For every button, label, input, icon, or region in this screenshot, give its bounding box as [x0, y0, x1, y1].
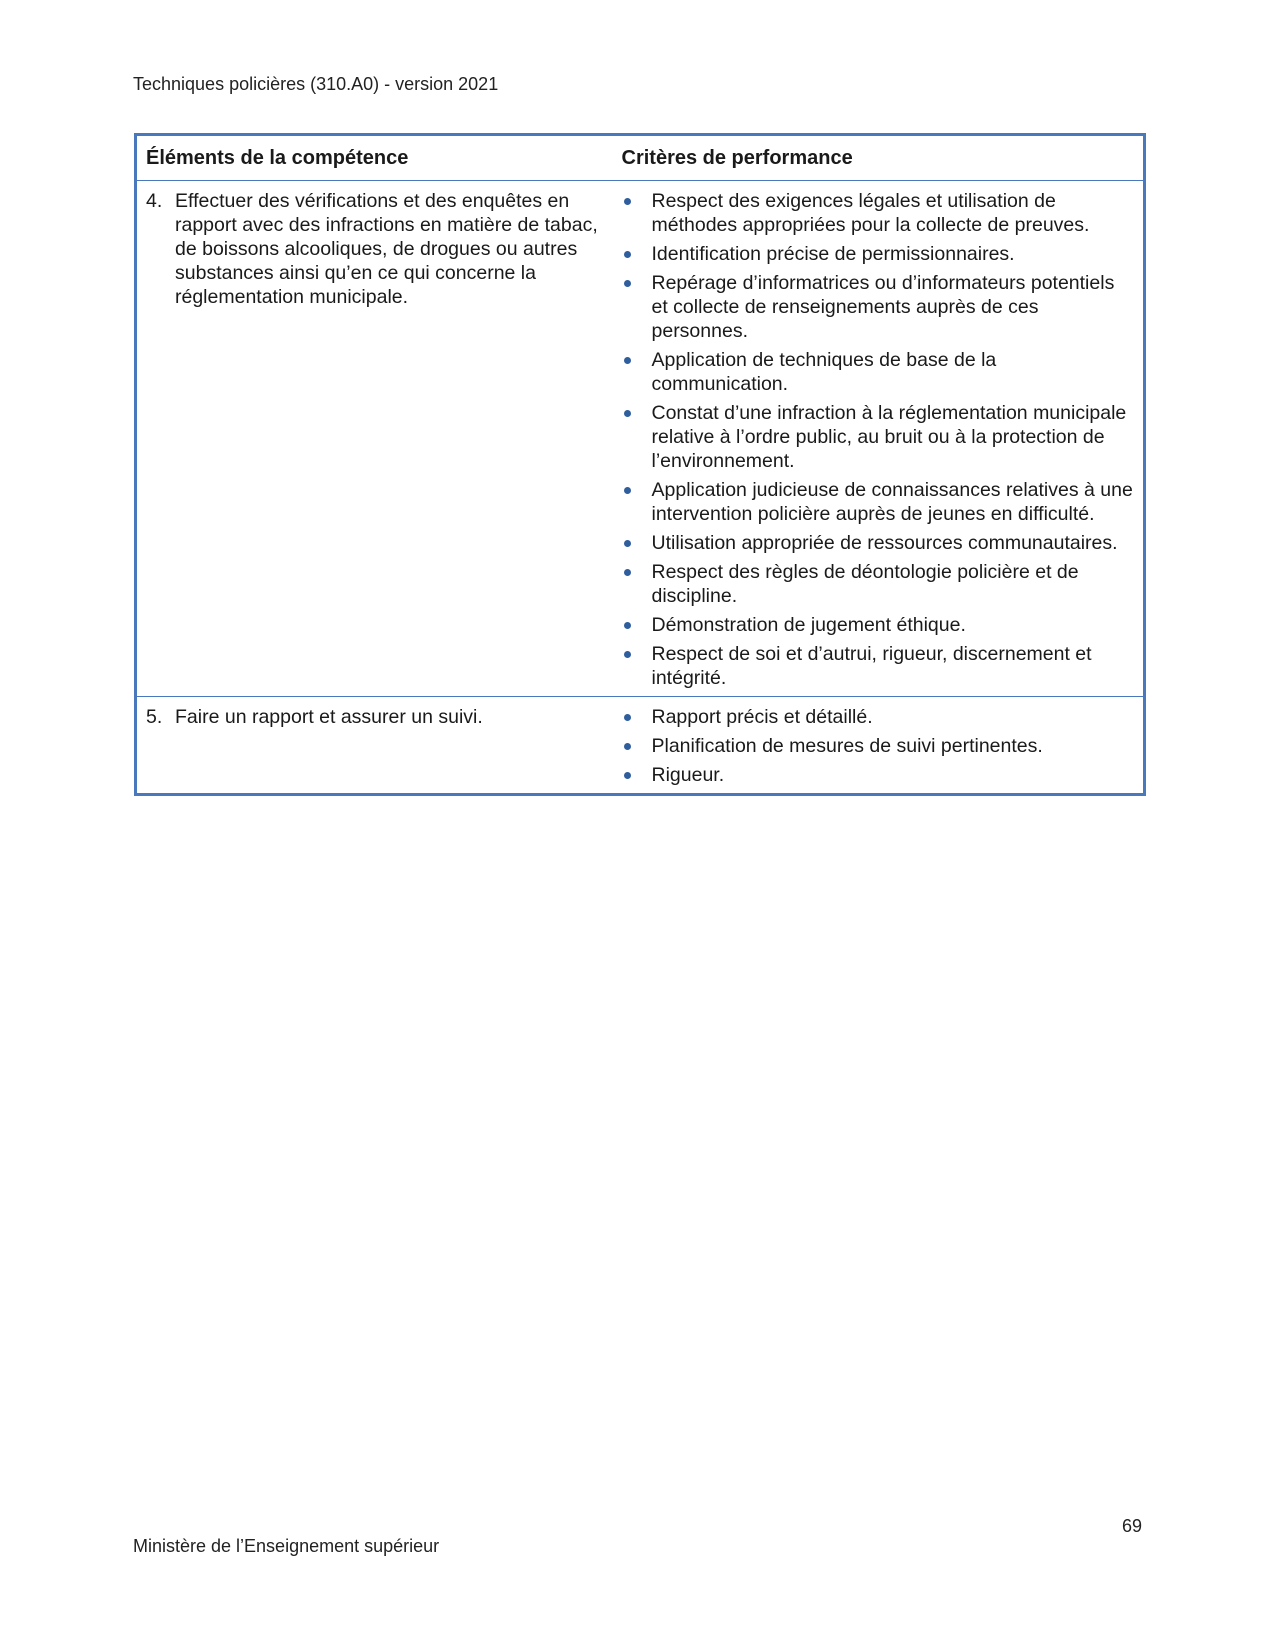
element-cell: [136, 181, 613, 697]
criteria-list: [622, 189, 1135, 690]
element-cell: [136, 697, 613, 795]
element-text: Faire un rapport et assurer un suivi.: [175, 706, 483, 728]
running-header: Techniques policières (310.A0) - version 2021: [133, 74, 499, 94]
criterion-text: Rigueur.: [651, 764, 725, 786]
list-item: [622, 560, 1135, 608]
list-item: [622, 401, 1135, 473]
criterion-text: Application judicieuse de connaissances relatives à une intervention policière auprès de jeunes en difficulté.: [651, 479, 1133, 525]
list-item: [622, 348, 1135, 396]
criterion-text: Planification de mesures de suivi pertinentes.: [651, 735, 1043, 757]
list-item: [622, 478, 1135, 526]
column-header-elements: Éléments de la compétence: [136, 135, 613, 181]
bullet-icon: [622, 560, 652, 608]
criterion-text: Rapport précis et détaillé.: [651, 706, 873, 728]
footer-ministry: Ministère de l’Enseignement supérieur: [133, 1536, 440, 1556]
criterion-text: Application de techniques de base de la communication.: [651, 349, 997, 395]
element-text: Effectuer des vérifications et des enquêtes en rapport avec des infractions en matière de tabac, de boissons alcooliques, de drogues ou autres substances ainsi qu’en ce qui concerne la réglementation municipale.: [175, 190, 598, 308]
criterion-text: Démonstration de jugement éthique.: [651, 614, 966, 636]
bullet-icon: [622, 401, 652, 473]
criterion-text: Respect des règles de déontologie policière et de discipline.: [651, 561, 1079, 607]
competency-table: [134, 133, 1146, 796]
bullet-icon: [622, 478, 652, 526]
list-item: [622, 734, 1135, 758]
column-header-criteria: Critères de performance: [613, 135, 1145, 181]
bullet-icon: [622, 271, 652, 343]
table-header-row: [136, 135, 1145, 181]
table-row: [136, 181, 1145, 697]
list-item: [622, 613, 1135, 637]
bullet-icon: [622, 705, 652, 729]
bullet-icon: [622, 734, 652, 758]
bullet-icon: [622, 348, 652, 396]
bullet-icon: [622, 531, 652, 555]
element-number: 5.: [146, 706, 163, 728]
table-row: [136, 697, 1145, 795]
bullet-icon: [622, 642, 652, 690]
bullet-icon: [622, 242, 652, 266]
bullet-icon: [622, 189, 652, 237]
criteria-cell: [613, 181, 1145, 697]
criterion-text: Utilisation appropriée de ressources communautaires.: [651, 532, 1118, 554]
criteria-list: [622, 705, 1135, 787]
list-item: [622, 763, 1135, 787]
list-item: [622, 705, 1135, 729]
list-item: [622, 242, 1135, 266]
bullet-icon: [622, 613, 652, 637]
competency-element: [146, 189, 604, 309]
element-number: 4.: [146, 190, 163, 212]
criterion-text: Respect de soi et d’autrui, rigueur, discernement et intégrité.: [651, 643, 1092, 689]
list-item: [622, 271, 1135, 343]
criterion-text: Identification précise de permissionnaires.: [651, 243, 1015, 265]
competency-element: [146, 705, 604, 729]
criterion-text: Respect des exigences légales et utilisation de méthodes appropriées pour la collecte de preuves.: [651, 190, 1090, 236]
bullet-icon: [622, 763, 652, 787]
list-item: [622, 189, 1135, 237]
page-number: 69: [1122, 1516, 1143, 1536]
criteria-cell: [613, 697, 1145, 795]
criterion-text: Constat d’une infraction à la réglementation municipale relative à l’ordre public, au bruit ou à la protection de l’environnement.: [651, 402, 1127, 472]
list-item: [622, 642, 1135, 690]
list-item: [622, 531, 1135, 555]
criterion-text: Repérage d’informatrices ou d’informateurs potentiels et collecte de renseignements auprès de ces personnes.: [651, 272, 1115, 342]
